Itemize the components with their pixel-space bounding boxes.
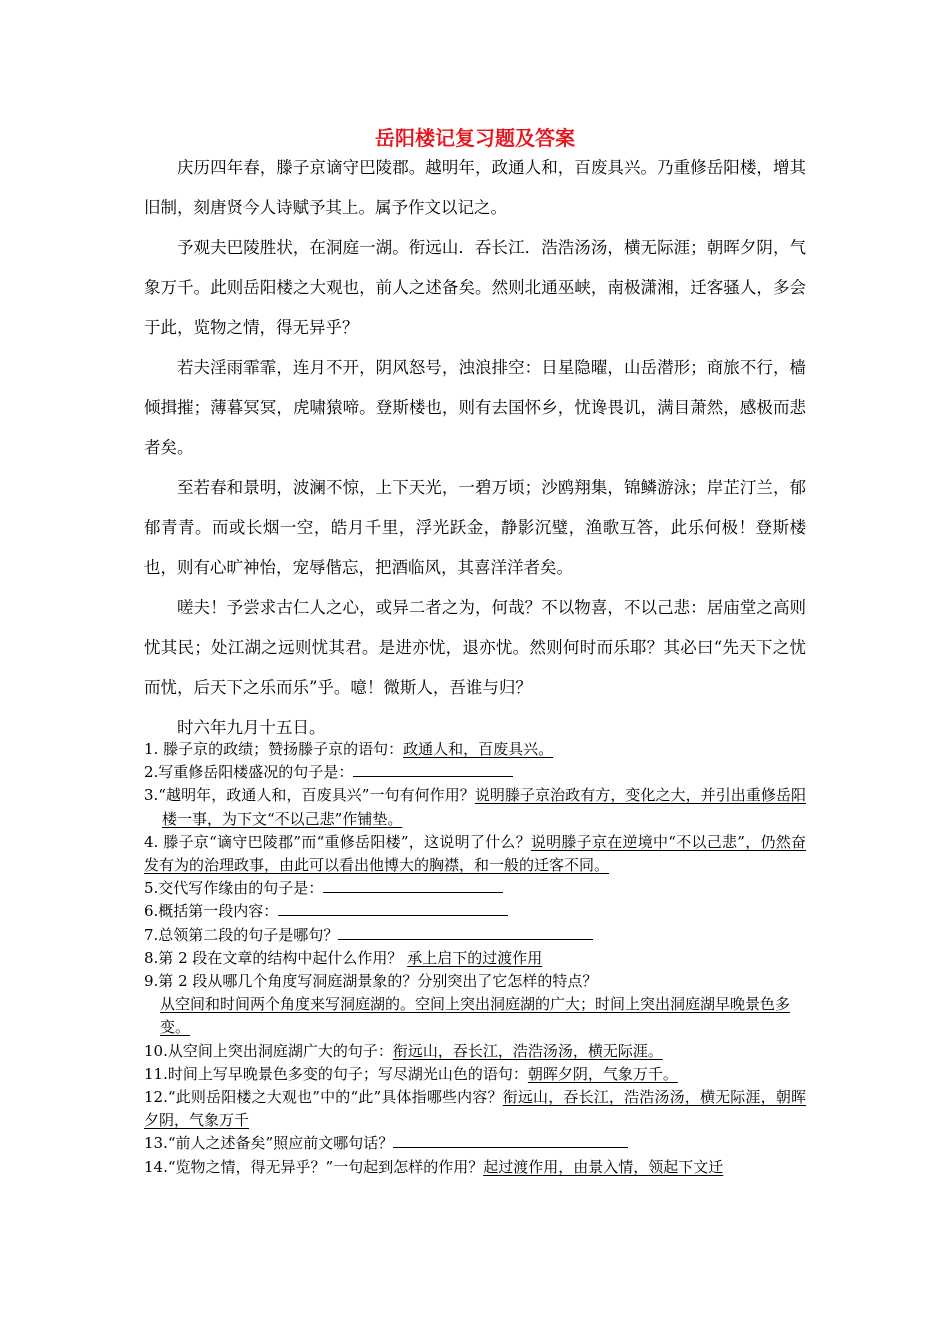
question-13 <box>144 1132 806 1155</box>
review-questions <box>144 738 806 1179</box>
answer-blank <box>278 900 508 916</box>
question-text: 9.第 2 段从哪几个角度写洞庭湖景象的？分别突出了它怎样的特点？ <box>144 972 598 991</box>
question-6 <box>144 900 806 923</box>
question-3 <box>144 784 806 830</box>
question-1 <box>144 738 806 761</box>
essay-paragraph: 至若春和景明，波澜不惊，上下天光，一碧万顷；沙鸥翔集，锦鳞游泳；岸芷汀兰，郁郁青青。而或长烟一空，皓月千里，浮光跃金，静影沉璧，渔歌互答，此乐何极！登斯楼也，则有心旷神怡，宠辱偕忘，把酒临风，其喜洋洋者矣。 <box>144 478 806 577</box>
question-text: 6.概括第一段内容： <box>144 902 279 921</box>
question-text: 10.从空间上突出洞庭湖广大的句子： <box>144 1041 393 1060</box>
question-text: 12.“此则岳阳楼之大观也”中的“此”具体指哪些内容？ <box>144 1088 503 1107</box>
answer-blank <box>338 924 593 940</box>
answer-text: 起过渡作用，由景入情，领起下文迁 <box>483 1157 724 1176</box>
question-text: 11.时间上写早晚景色多变的句子；写尽湖光山色的语句： <box>144 1064 528 1083</box>
question-text: 3.“越明年，政通人和，百废具兴”一句有何作用？ <box>144 786 475 805</box>
answer-text: 承上启下的过渡作用 <box>407 948 543 967</box>
question-5 <box>144 877 806 900</box>
question-text: 4. 滕子京“谪守巴陵郡”而“重修岳阳楼”，这说明了什么？ <box>144 832 531 851</box>
question-14 <box>144 1156 806 1179</box>
answer-text: 说明滕子京治政有方，变化之大，并引出重修岳阳楼一事，为下文“不以己悲”作铺垫。 <box>162 786 806 828</box>
question-text: 1. 滕子京的政绩；赞扬滕子京的语句： <box>144 740 404 758</box>
question-11 <box>144 1063 806 1086</box>
question-2 <box>144 761 806 784</box>
essay-paragraph: 庆历四年春，滕子京谪守巴陵郡。越明年，政通人和，百废具兴。乃重修岳阳楼，增其旧制，刻唐贤今人诗赋予其上。属予作文以记之。 <box>144 158 806 217</box>
answer-blank <box>323 877 503 893</box>
question-10 <box>144 1040 806 1063</box>
essay-paragraph: 若夫淫雨霏霏，连月不开，阴风怒号，浊浪排空：日星隐曜，山岳潜形；商旅不行，樯倾揖摧；薄暮冥冥，虎啸猿啼。登斯楼也，则有去国怀乡，忧谗畏讥，满目萧然，感极而悲者矣。 <box>144 358 806 457</box>
question-8 <box>144 947 806 970</box>
question-12 <box>144 1086 806 1132</box>
answer-blank <box>353 761 513 777</box>
answer-text: 朝晖夕阴，气象万千。 <box>527 1064 678 1083</box>
answer-text: 政通人和，百废具兴。 <box>403 740 554 758</box>
question-text: 5.交代写作缘由的句子是： <box>144 879 324 898</box>
question-9 <box>144 970 806 993</box>
essay-paragraph: 嗟夫！予尝求古仁人之心，或异二者之为，何哉？不以物喜，不以己悲：居庙堂之高则忧其民；处江湖之远则忧其君。是进亦忧，退亦忧。然则何时而乐耶？其必曰“先天下之忧而忧，后天下之乐而乐”乎。噫！微斯人，吾谁与归？ <box>144 598 806 697</box>
question-7 <box>144 924 806 947</box>
answer-blank <box>393 1132 628 1148</box>
answer-text: 衔远山，吞长江，浩浩汤汤，横无际涯，朝晖夕阴，气象万千 <box>144 1088 806 1130</box>
question-text: 8.第 2 段在文章的结构中起什么作用？ <box>144 948 403 967</box>
answer-9: 从空间和时间两个角度来写洞庭湖的。空间上突出洞庭湖的广大；时间上突出洞庭湖早晚景色多变。 <box>160 995 791 1037</box>
answer-text: 说明滕子京在逆境中“不以己悲”，仍然奋发有为的治理政事，由此可以看出他博大的胸襟，和一般的迁客不同。 <box>144 832 806 875</box>
essay-text <box>144 148 806 748</box>
answer-text: 衔远山，吞长江，浩浩汤汤，横无际涯。 <box>392 1041 663 1060</box>
question-text: 7.总领第二段的句子是哪句？ <box>144 925 339 944</box>
essay-paragraph: 予观夫巴陵胜状，在洞庭一湖。衔远山．吞长江．浩浩汤汤，横无际涯；朝晖夕阴，气象万千。此则岳阳楼之大观也，前人之述备矣。然则北通巫峡，南极潇湘，迁客骚人，多会于此，览物之情，得无异乎？ <box>144 238 806 337</box>
question-text: 2.写重修岳阳楼盛况的句子是： <box>144 763 354 782</box>
question-text: 14.“览物之情，得无异乎？”一句起到怎样的作用？ <box>144 1157 484 1176</box>
essay-paragraph: 时六年九月十五日。 <box>177 718 326 737</box>
question-4 <box>144 831 806 877</box>
question-text: 13.“前人之述备矣”照应前文哪句话？ <box>144 1134 394 1153</box>
page-title: 岳阳楼记复习题及答案 <box>375 126 575 150</box>
